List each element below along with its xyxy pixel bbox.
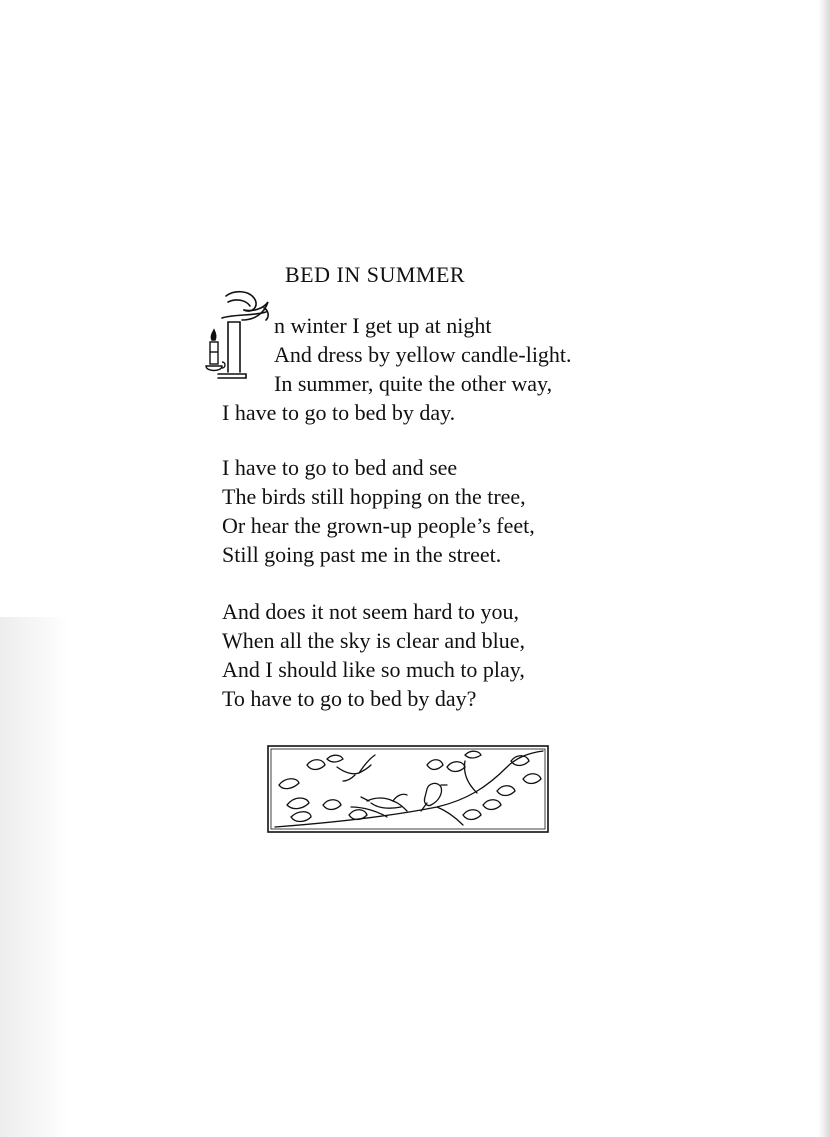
candle-drop-cap-icon [204,288,272,380]
poem-line: To have to go to bed by day? [222,686,477,711]
poem-line: I have to go to bed and see [222,455,458,480]
birds-on-branch-vignette-icon [267,745,549,833]
poem-line: Or hear the grown-up people’s feet, [222,513,535,538]
poem-line: I have to go to bed by day. [222,400,456,425]
poem-title: BED IN SUMMER [285,262,466,287]
poem-line: n winter I get up at night [274,313,492,338]
poem-line: And dress by yellow candle-light. [274,342,572,367]
poem-line: The birds still hopping on the tree, [222,484,526,509]
poem-line: And does it not seem hard to you, [222,599,519,624]
page-edge [818,0,830,1137]
poem-line: Still going past me in the street. [222,542,502,567]
poem-line: When all the sky is clear and blue, [222,628,526,653]
poem-line: In summer, quite the other way, [274,371,553,396]
poem-line: And I should like so much to play, [222,657,525,682]
page-shadow [0,617,70,1137]
drop-cap-letter [204,288,272,380]
